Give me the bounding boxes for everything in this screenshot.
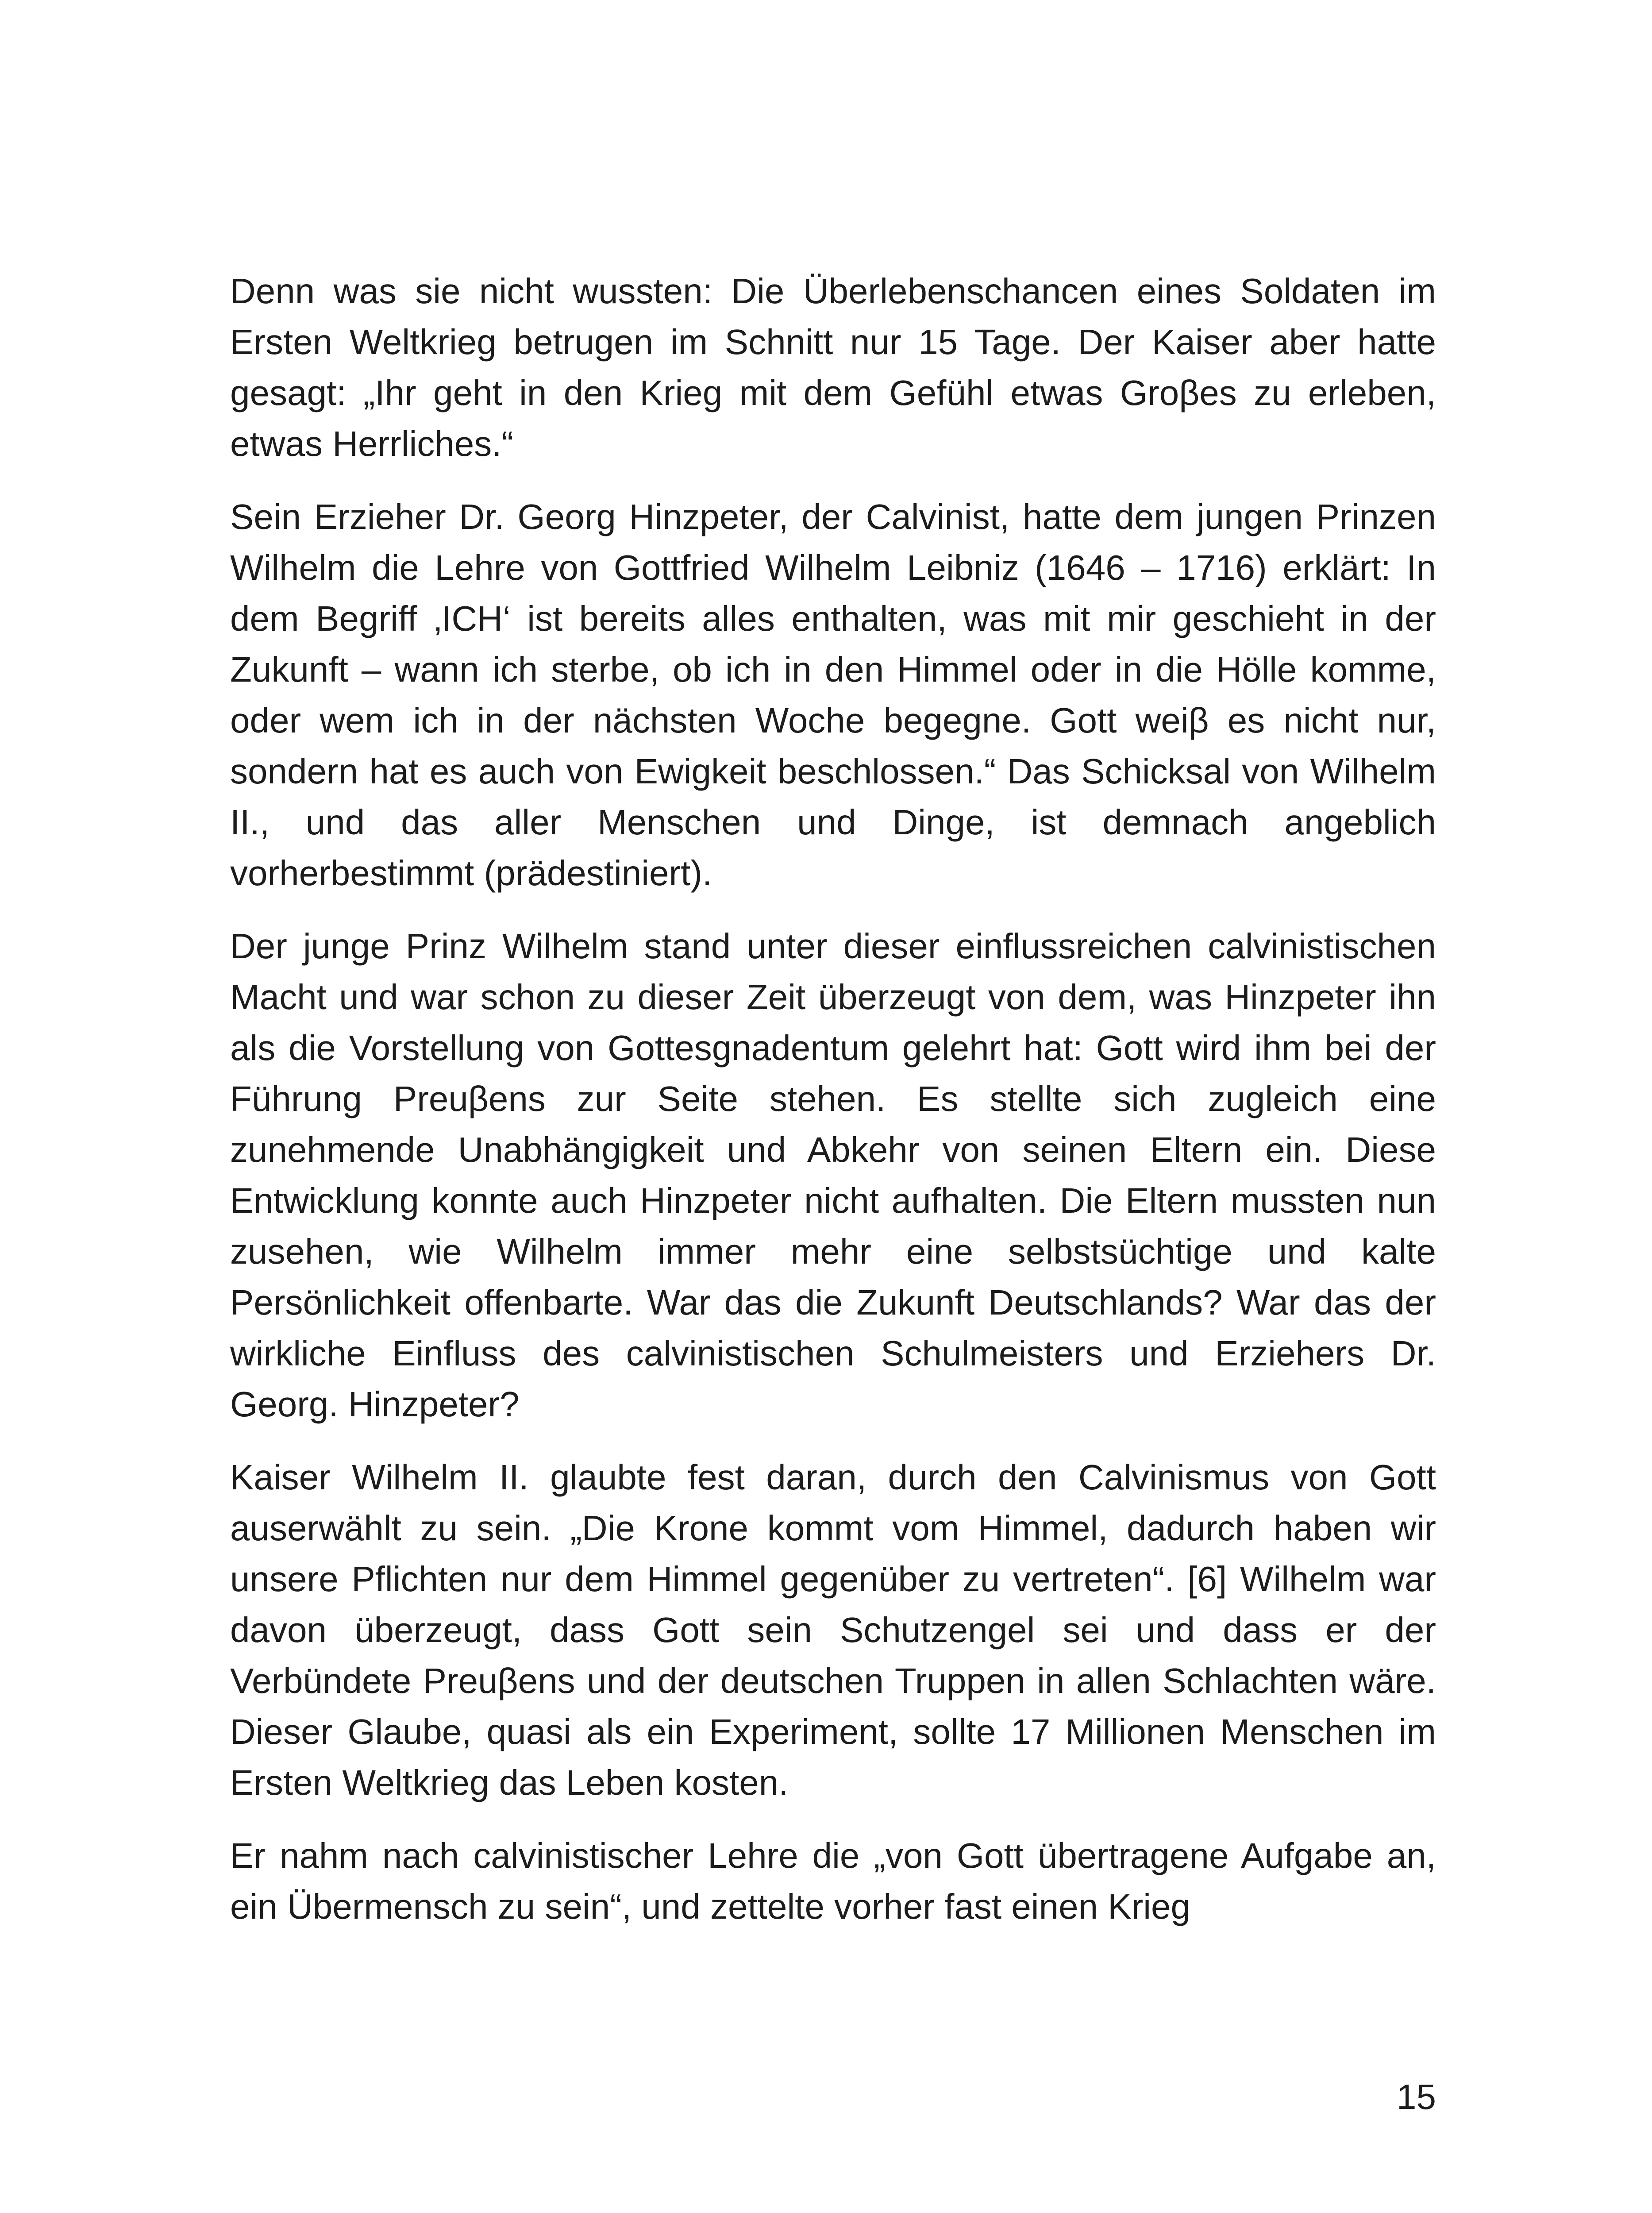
paragraph-5: Er nahm nach calvinistischer Lehre die „von Gott übertragene Aufgabe an, ein Übermensch zu sein“, und zettelte vorher fast einen Krieg [230, 1836, 1436, 1926]
page-number: 15 [1397, 2077, 1436, 2117]
paragraph-3: Der junge Prinz Wilhelm stand unter dieser einflussreichen calvinistischen Macht und war schon zu dieser Zeit überzeugt von dem, was Hinzpeter ihn als die Vorstellung von Gottesgnadentum gelehrt hat: Gott wird ihm bei der Führung Preuβens zur Seite stehen. Es stellte sich zugleich eine zunehmende Unabhängigkeit und Abkehr von seinen Eltern ein. Diese Entwicklung konnte auch Hinzpeter nicht aufhalten. Die Eltern mussten nun zusehen, wie Wilhelm immer mehr eine selbstsüchtige und kalte Persönlichkeit offenbarte. War das die Zukunft Deutschlands? War das der wirkliche Einfluss des calvinistischen Schulmeisters und Erziehers Dr. Georg. Hinzpeter? [230, 926, 1436, 1424]
paragraph-2: Sein Erzieher Dr. Georg Hinzpeter, der Calvinist, hatte dem jungen Prinzen Wilhelm die Lehre von Gottfried Wilhelm Leibniz (1646 – 1716) erklärt: In dem Begriff ‚ICH‘ ist bereits alles enthalten, was mit mir geschieht in der Zukunft – wann ich sterbe, ob ich in den Himmel oder in die Hölle komme, oder wem ich in der nächsten Woche begegne. Gott weiβ es nicht nur, sondern hat es auch von Ewigkeit beschlossen.“ Das Schicksal von Wilhelm II., und das aller Menschen und Dinge, ist demnach angeblich vorherbestimmt (prädestiniert). [230, 497, 1436, 893]
paragraph-1: Denn was sie nicht wussten: Die Überlebenschancen eines Soldaten im Ersten Weltkrieg betrugen im Schnitt nur 15 Tage. Der Kaiser aber hatte gesagt: „Ihr geht in den Krieg mit dem Gefühl etwas Groβes zu erleben, etwas Herrliches.“ [230, 271, 1436, 463]
paragraph-4: Kaiser Wilhelm II. glaubte fest daran, durch den Calvinismus von Gott auserwählt zu sein. „Die Krone kommt vom Himmel, dadurch haben wir unsere Pflichten nur dem Himmel gegenüber zu vertreten“. [6] Wilhelm war davon überzeugt, dass Gott sein Schutzengel sei und dass er der Verbündete Preuβens und der deutschen Truppen in allen Schlachten wäre. Dieser Glaube, quasi als ein Experiment, sollte 17 Millionen Menschen im Ersten Weltkrieg das Leben kosten. [230, 1457, 1436, 1802]
body-text [230, 266, 1436, 1954]
